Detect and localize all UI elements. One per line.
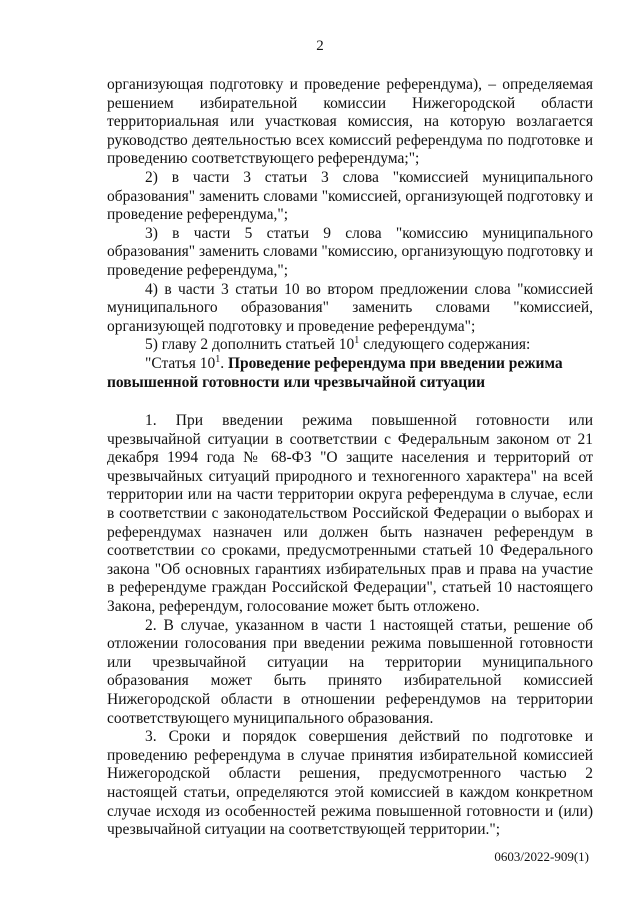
article-title-first: Проведение референдума при введении режима (228, 354, 563, 372)
article-part-1: 1. При введении режима повышенной готовности или чрезвычайной ситуации в соответствии с Федеральным законом от 21 декабря 1994 года № 68-ФЗ "О защите населения и территорий от чрезвычайных ситуаций природного и техногенного характера" на всей территории или на части территории округа референдума в случае, если в соответствии с законодательством Российской Федерации о выборах и референдумах назначен или должен быть назначен референдум в соответствии со сроками, предусмотренными статьей 10 Федерального закона "Об основных гарантиях избирательных прав и права на участие в референдуме граждан Российской Федерации", статьей 10 настоящего Закона, референдум, голосование может быть отложено. (107, 412, 593, 616)
article-title-rest: повышенной готовности или чрезвычайной ситуации (107, 373, 486, 391)
article-prefix: "Статья 10 (145, 354, 216, 372)
article-part-2: 2. В случае, указанном в части 1 настоящей статьи, решение об отложении голосования при введении режима повышенной готовности или чрезвычайной ситуации на территории муниципального образования может быть принято избирательной комиссией Нижегородской области в отношении референдумов на территории соответствующего муниципального образования. (107, 616, 593, 727)
article-dot: . (220, 354, 225, 372)
paragraph-continuation: организующая подготовку и проведение референдума), – определяемая решением избирательной комиссии Нижегородской области территориальная или участковая комиссия, на которую возлагается руководство деятельностью всех комиссий референдума по подготовке и проведению соответствующего референдума;"; (107, 76, 593, 168)
item5-text-end: следующего содержания: (359, 336, 531, 354)
document-body (107, 76, 593, 840)
amendment-item-4: 4) в части 3 статьи 10 во втором предложении слова "комиссией муниципального образования" заменить словами "комиссией, организующей подготовку и проведение референдума"; (107, 280, 593, 335)
amendment-item-2: 2) в части 3 статьи 3 слова "комиссией муниципального образования" заменить словами "комиссией, организующей подготовку и проведение референдума,"; (107, 168, 593, 224)
item5-text: 5) главу 2 дополнить статьей 10 (145, 336, 355, 354)
item5-sup: 1 (354, 335, 360, 347)
article-part-3: 3. Сроки и порядок совершения действий по подготовке и проведению референдума в случае принятия избирательной комиссией Нижегородской области решения, предусмотренного частью 2 настоящей статьи, определяются этой комиссией в каждом конкретном случае исходя из особенностей режима повышенной готовности и (или) чрезвычайной ситуации на соответствующей территории."; (107, 728, 593, 839)
article-heading (107, 355, 593, 374)
document-code: 0603/2022-909(1) (494, 849, 589, 864)
page-number: 2 (316, 38, 324, 54)
amendment-item-3: 3) в части 5 статьи 9 слова "комиссию муниципального образования" заменить словами "комиссию, организующую подготовку и проведение референдума,"; (107, 224, 593, 279)
article-sup: 1 (215, 353, 221, 365)
amendment-item-5 (107, 336, 593, 355)
